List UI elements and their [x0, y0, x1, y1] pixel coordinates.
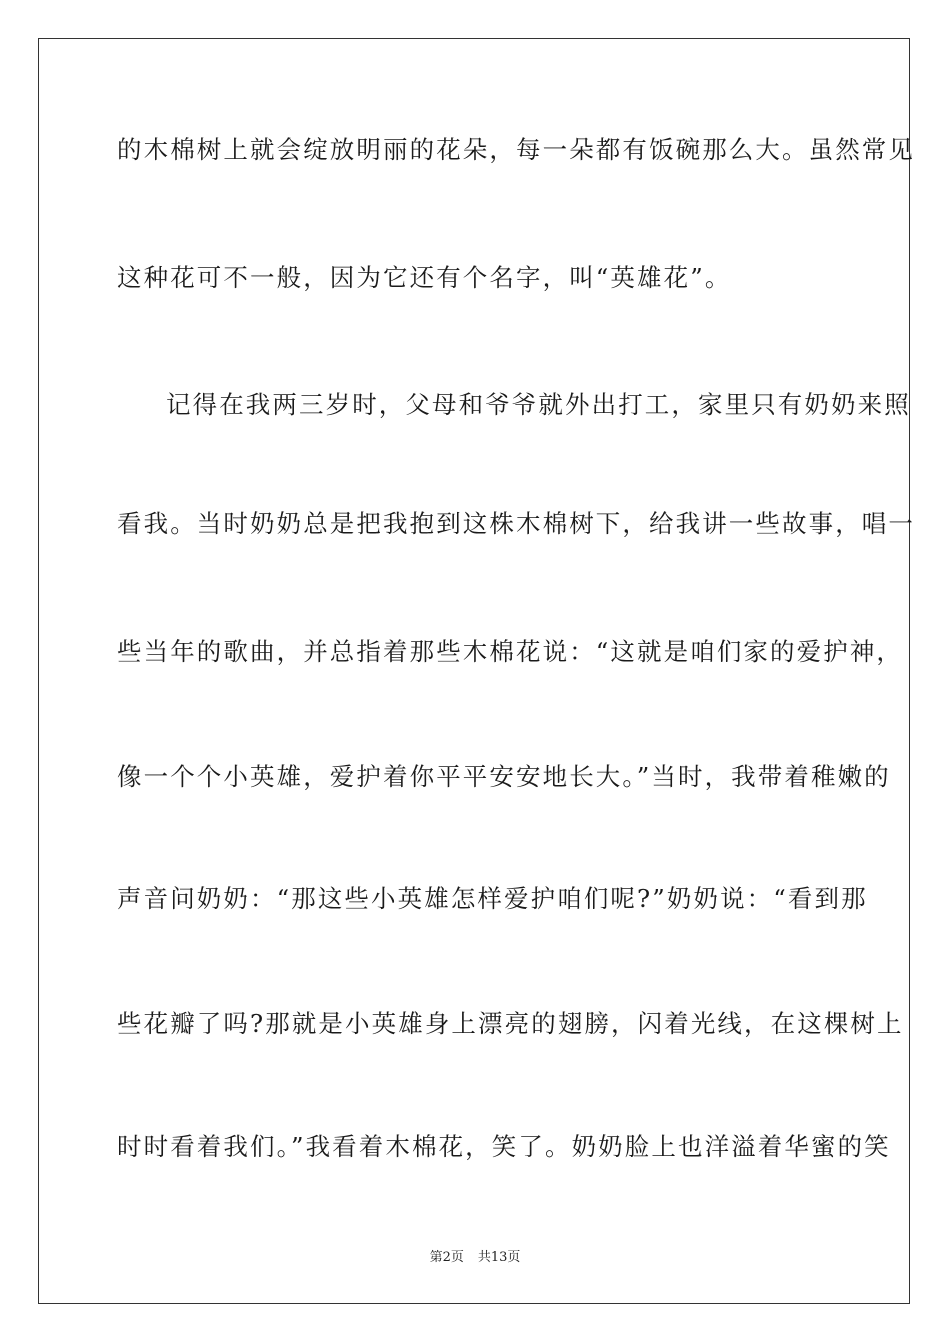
page-total: 共13页 [477, 1250, 521, 1265]
body-text-line: 看我。当时奶奶总是把我抱到这株木棉树下，给我讲一些故事，唱一 [117, 509, 915, 538]
body-text-line: 些花瓣了吗?那就是小英雄身上漂亮的翅膀，闪着光线，在这棵树上 [117, 1009, 904, 1038]
body-text-line: 这种花可不一般，因为它还有个名字，叫“英雄花”。 [117, 263, 732, 292]
page-footer [0, 1246, 950, 1265]
body-text-line: 声音问奶奶：“那这些小英雄怎样爱护咱们呢?”奶奶说：“看到那 [117, 884, 868, 913]
body-text-line: 时时看着我们。”我看着木棉花，笑了。奶奶脸上也洋溢着华蜜的笑 [117, 1132, 891, 1161]
page-border [38, 38, 915, 1304]
body-text-line: 的木棉树上就会绽放明丽的花朵，每一朵都有饭碗那么大。虽然常见 [117, 135, 915, 164]
body-text-line: 些当年的歌曲，并总指着那些木棉花说：“这就是咱们家的爱护神， [117, 637, 904, 666]
body-text-line: 像一个个小英雄，爱护着你平平安安地长大。”当时，我带着稚嫩的 [117, 762, 891, 791]
page-number: 第2页 [429, 1250, 464, 1265]
paragraph-start-line: 记得在我两三岁时，父母和爷爷就外出打工，家里只有奶奶来照 [166, 390, 911, 419]
